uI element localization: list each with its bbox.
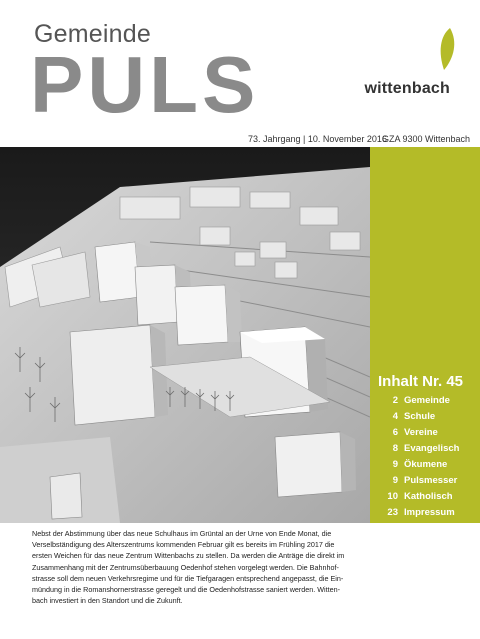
toc-label: Pulsmesser [404,475,458,486]
toc-item[interactable] [370,459,480,475]
intro-paragraph [32,528,444,606]
toc-label: Gemeinde [404,395,450,406]
toc-label: Vereine [404,427,438,438]
model-illustration [0,147,370,523]
wittenbach-logo [338,22,458,97]
toc-label: Schule [404,411,436,422]
intro-line: Nebst der Abstimmung über das neue Schulhaus im Grüntal an der Urne von Ende Monat, die [32,529,332,538]
toc-label: Ökumene [404,459,448,470]
leaf-icon [436,26,458,72]
toc-page-number: 23 [387,507,398,518]
intro-line: Verselbständigung des Alterszentrums kommenden Februar gilt es bereits im Frühling 2017 die [32,540,335,550]
toc-label: Impressum [404,507,455,518]
toc-item[interactable] [370,475,480,491]
toc-list [370,395,480,523]
toc-item[interactable] [370,427,480,443]
toc-item[interactable] [370,395,480,411]
masthead-gemeinde: Gemeinde [34,20,151,48]
logo-text: wittenbach [364,80,450,97]
intro-line: strasse soll dem neuen Verkehrsregime und für die Tiefgaragen entsprechend angepasst, die Ein- [32,573,344,583]
toc-label: Katholisch [404,491,453,502]
toc-page-number: 9 [392,475,398,486]
toc-item[interactable] [370,507,480,523]
toc-item[interactable] [370,491,480,507]
toc-title: Inhalt Nr. 45 [378,373,464,390]
intro-line: mündung in die Romanshornerstrasse geregelt und die Oedenhofstrasse saniert werden. Witten- [32,585,341,595]
toc-item[interactable] [370,411,480,427]
toc-item[interactable] [370,443,480,459]
toc-page-number: 2 [392,395,398,406]
toc-page-number: 8 [392,443,398,454]
issue-date: 73. Jahrgang | 10. November 2016 [248,134,387,144]
table-of-contents-panel [370,147,480,523]
issue-line [0,134,480,146]
toc-page-number: 9 [392,459,398,470]
intro-line: Zusammenhang mit der Zentrumsüberbauung Oedenhof stehen vorgelegt werden. Die Bahnhof- [32,562,339,572]
toc-page-number: 4 [392,411,398,422]
architecture-model-photo [0,147,370,523]
toc-page-number: 6 [392,427,398,438]
intro-line: ersten Weichen für das neue Zentrum Wittenbachs zu stellen. Da werden die Anträge die direkt im [32,551,345,561]
toc-page-number: 10 [387,491,398,502]
intro-line: bach investiert in den Standort und die Zukunft. [32,596,183,606]
masthead-puls: PULS [30,40,260,129]
toc-label: Evangelisch [404,443,460,454]
issue-gza: GZA 9300 Wittenbach [382,134,471,144]
